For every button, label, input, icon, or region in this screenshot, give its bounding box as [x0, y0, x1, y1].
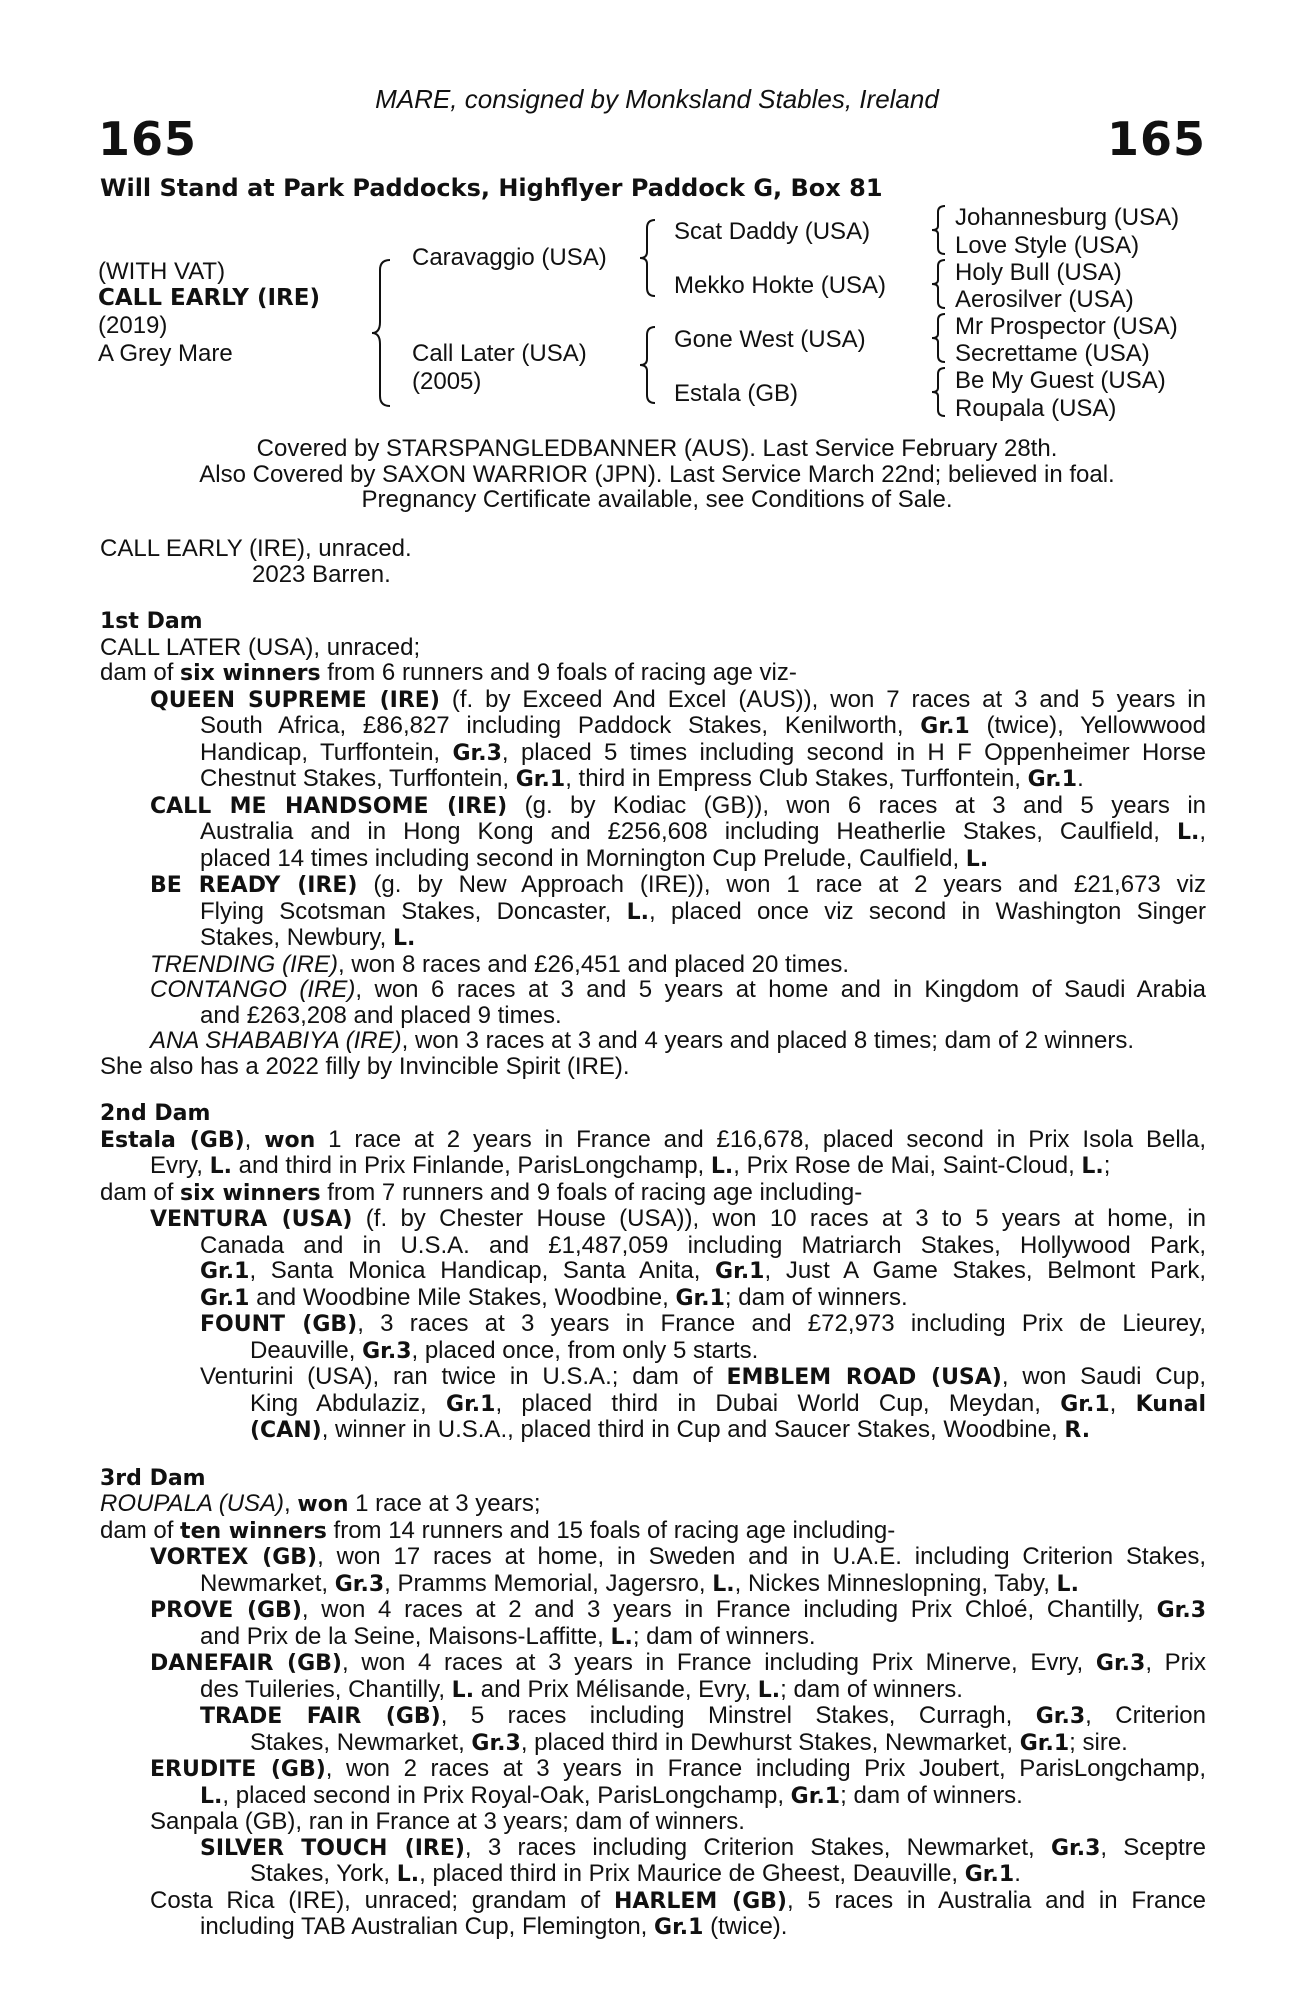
- dam-name: Call Later (USA): [412, 340, 587, 367]
- covering-details: [0, 436, 1314, 513]
- brace-dd: [932, 366, 946, 418]
- intro-record: 2023 Barren.: [252, 560, 391, 588]
- lot-number-left: 165: [98, 112, 198, 166]
- vat-label: (WITH VAT): [98, 258, 226, 285]
- progeny-entry: Sanpala (GB), ran in France at 3 years; dam of winners.: [150, 1808, 745, 1835]
- covered-line: Covered by STARSPANGLEDBANNER (AUS). Last Service February 28th.: [256, 435, 1058, 462]
- progeny-entry: PROVE (GB), won 4 races at 2 and 3 years in France including Prix Chloé, Chantilly, Gr.3: [150, 1596, 1206, 1623]
- third-dam-line: ROUPALA (USA), won 1 race at 3 years;: [100, 1490, 541, 1517]
- progeny-entry: ERUDITE (GB), won 2 races at 3 years in France including Prix Joubert, ParisLongchamp,: [150, 1755, 1206, 1782]
- progeny-entry: CONTANGO (IRE), won 6 races at 3 and 5 years at home and in Kingdom of Saudi Arabia: [150, 976, 1207, 1003]
- ancestor-dsd: Secrettame (USA): [955, 340, 1150, 367]
- sire-sire: Scat Daddy (USA): [674, 218, 871, 245]
- progeny-entry: VENTURA (USA) (f. by Chester House (USA)), won 10 races at 3 to 5 years at home, in: [150, 1205, 1206, 1232]
- catalogue-body: CALL EARLY (IRE), unraced. 2023 Barren. 1st Dam CALL LATER (USA), unraced; dam of six winners from 6 runners and 9 foals of racing age viz- QUEEN SUPREME (IRE) (f. by Exceed And Excel (AUS)), won 7 races at 3 and 5 years in South Africa, £86,827 including Paddock Stakes, Kenilworth, Gr.1 (twice), Yellowwood Handicap, Turffontein, Gr.3, placed 5 times including second in H F Oppenheimer Horse Chestnut Stakes, Turffontein, Gr.1, third in Empress Club Stakes, Turffontein, Gr.1. CALL ME HANDSOME (IRE) (g. by Kodiac (GB)), won 6 races at 3 and 5 years in Australia and in Hong Kong and £256,608 including Heatherlie Stakes, Caulfield, L., placed 14 times including second in Mornington Cup Prelude, Caulfield, L. BE READY (IRE) (g. by New Approach (IRE)), won 1 race at 2 years and £21,673 viz Flying Scotsman Stakes, Doncaster, L., placed once viz second in Washington Singer Stakes, Newbury, L. TRENDING (IRE), won 8 races and £26,451 and placed 20 times. CONTANGO (IRE), won 6 races at 3 and 5 years at home and in Kingdom of Saudi Arabia and £263,208 and placed 9 times. ANA SHABABIYA (IRE), won 3 races at 3 and 4 years and placed 8 times; dam of 2 winners. She also has a 2022 filly by Invincible Spirit (IRE). 2nd Dam Estala (GB), won 1 race at 2 years in France and £16,678, placed second in Prix Isola Bella, Evry, L. and third in Prix Finlande, ParisLongchamp, L., Prix Rose de Mai, Saint-Cloud, L.; dam of six winners from 7 runners and 9 foals of racing age including- VENTURA (USA) (f. by Chester House (USA)), won 10 races at 3 to 5 years at home, in Canada and in U.S.A. and £1,487,059 including Matriarch Stakes, Hollywood Park, Gr.1, Santa Monica Handicap, Santa Anita, Gr.1, Just A Game Stakes, Belmont Park, Gr.1 and Woodbine Mile Stakes, Woodbine, Gr.1; dam of winners. FOUNT (GB), 3 races at 3 years in France and £72,973 including Prix de Lieurey, Deauville, Gr.3, placed once, from only 5 starts. Venturini (USA), ran twice in U.S.A.; dam of EMBLEM ROAD (USA), won Saudi Cup, King Abdulaziz, Gr.1, placed third in Dubai World Cup, Meydan, Gr.1, Kunal (CAN), winner in U.S.A., placed third in Cup and Saucer Stakes, Woodbine, R. 3rd Dam ROUPALA (USA), won 1 race at 3 years; dam of ten winners from 14 runners and 15 foals of racing age including- VORTEX (GB), won 17 races at home, in Sweden and in U.A.E. including Criterion Stakes, Newmarket, Gr.3, Pramms Memorial, Jagersro, L., Nickes Minneslopning, Taby, L. PROVE (GB), won 4 races at 2 and 3 years in France including Prix Chloé, Chantilly, Gr.3 and Prix de la Seine, Maisons-Laffitte, L.; dam of winners. DANEFAIR (GB), won 4 races at 3 years in France including Prix Minerve, Evry, Gr.3, Prix des Tuileries, Chantilly, L. and Prix Mélisande, Evry, L.; dam of winners. TRADE FAIR (GB), 5 races including Minstrel Stakes, Curragh, Gr.3, Criterion Stakes, Newmarket, Gr.3, placed third in Dewhurst Stakes, Newmarket, Gr.1; sire. ERUDITE (GB), won 2 races at 3 years in France including Prix Joubert, ParisLongchamp, L., placed second in Prix Royal-Oak, ParisLongchamp, Gr.1; dam of winners. Sanpala (GB), ran in France at 3 years; dam of winners. SILVER TOUCH (IRE), 3 races including Criterion Stakes, Newmarket, Gr.3, Sceptre Stakes, York, L., placed third in Prix Maurice de Gheest, Deauville, Gr.1. Costa Rica (IRE), unraced; grandam of HARLEM (GB), 5 races in Australia and in France including TAB Australian Cup, Flemington, Gr.1 (twice).: [100, 535, 1207, 1940]
- lot-horse-description: A Grey Mare: [98, 340, 233, 367]
- ancestor-ddd: Roupala (USA): [955, 395, 1117, 422]
- ancestor-sdd: Aerosilver (USA): [955, 286, 1134, 313]
- ancestor-dss: Mr Prospector (USA): [955, 313, 1178, 340]
- pregnancy-certificate-line: Pregnancy Certificate available, see Conditions of Sale.: [361, 486, 953, 513]
- additional-foal-note: She also has a 2022 filly by Invincible Spirit (IRE).: [100, 1052, 630, 1080]
- second-dam-heading: 2nd Dam: [100, 1101, 211, 1126]
- first-dam-produce-summary: dam of six winners from 6 runners and 9 foals of racing age viz-: [100, 659, 797, 686]
- first-dam-line: CALL LATER (USA), unraced;: [100, 633, 421, 661]
- ancestor-sds: Holy Bull (USA): [955, 259, 1122, 286]
- dam-year: (2005): [412, 368, 482, 395]
- lot-number-right: 165: [1106, 112, 1206, 166]
- progeny-entry: BE READY (IRE) (g. by New Approach (IRE)), won 1 race at 2 years and £21,673 viz: [150, 871, 1206, 898]
- progeny-entry: Venturini (USA), ran twice in U.S.A.; dam of EMBLEM ROAD (USA), won Saudi Cup,: [200, 1363, 1206, 1390]
- lot-horse-year: (2019): [98, 312, 168, 339]
- dam-sire: Gone West (USA): [674, 326, 866, 353]
- brace-ds: [932, 312, 946, 364]
- brace-sd: [932, 258, 946, 310]
- third-dam-produce-summary: dam of ten winners from 14 runners and 15 foals of racing age including-: [100, 1516, 896, 1544]
- first-dam-heading: 1st Dam: [100, 609, 203, 634]
- second-dam-produce-summary: dam of six winners from 7 runners and 9 foals of racing age including-: [100, 1178, 863, 1206]
- also-covered-line: Also Covered by SAXON WARRIOR (JPN). Last Service March 22nd; believed in foal.: [199, 460, 1115, 488]
- dam-dam: Estala (GB): [674, 380, 799, 407]
- ancestor-sss: Johannesburg (USA): [955, 204, 1180, 231]
- stabling-location: Will Stand at Park Paddocks, Highflyer Paddock G, Box 81: [100, 174, 883, 202]
- brace-sire: [640, 218, 656, 298]
- third-dam-heading: 3rd Dam: [100, 1465, 206, 1491]
- progeny-entry: ANA SHABABIYA (IRE), won 3 races at 3 and 4 years and placed 8 times; dam of 2 winners.: [150, 1027, 1135, 1054]
- progeny-entry: QUEEN SUPREME (IRE) (f. by Exceed And Excel (AUS)), won 7 races at 3 and 5 years in: [150, 685, 1206, 713]
- progeny-entry: SILVER TOUCH (IRE), 3 races including Criterion Stakes, Newmarket, Gr.3, Sceptre: [200, 1833, 1207, 1861]
- sire-name: Caravaggio (USA): [412, 244, 607, 271]
- consignor-line: MARE, consigned by Monksland Stables, Ireland: [375, 84, 939, 114]
- progeny-entry: CALL ME HANDSOME (IRE) (g. by Kodiac (GB)), won 6 races at 3 and 5 years in: [150, 791, 1206, 819]
- progeny-entry: VORTEX (GB), won 17 races at home, in Sweden and in U.A.E. including Criterion Stakes,: [150, 1543, 1206, 1570]
- progeny-entry: TRADE FAIR (GB), 5 races including Minstrel Stakes, Curragh, Gr.3, Criterion: [200, 1702, 1206, 1729]
- sire-dam: Mekko Hokte (USA): [674, 272, 887, 299]
- lot-horse-name: CALL EARLY (IRE): [98, 285, 320, 311]
- intro-line: CALL EARLY (IRE), unraced.: [100, 535, 412, 562]
- brace-ss: [932, 204, 946, 256]
- second-dam-line: Estala (GB), won 1 race at 2 years in France and £16,678, placed second in Prix Isola Bella,: [100, 1125, 1206, 1153]
- brace-main: [372, 258, 392, 408]
- brace-dam: [640, 325, 656, 405]
- progeny-entry: Costa Rica (IRE), unraced; grandam of HARLEM (GB), 5 races in Australia and in France: [150, 1886, 1207, 1914]
- progeny-entry: TRENDING (IRE), won 8 races and £26,451 and placed 20 times.: [150, 950, 850, 978]
- progeny-entry: DANEFAIR (GB), won 4 races at 3 years in France including Prix Minerve, Evry, Gr.3, Prix: [150, 1649, 1207, 1676]
- ancestor-ssd: Love Style (USA): [955, 232, 1140, 259]
- progeny-entry: FOUNT (GB), 3 races at 3 years in France and £72,973 including Prix de Lieurey,: [200, 1310, 1206, 1337]
- ancestor-dds: Be My Guest (USA): [955, 367, 1166, 394]
